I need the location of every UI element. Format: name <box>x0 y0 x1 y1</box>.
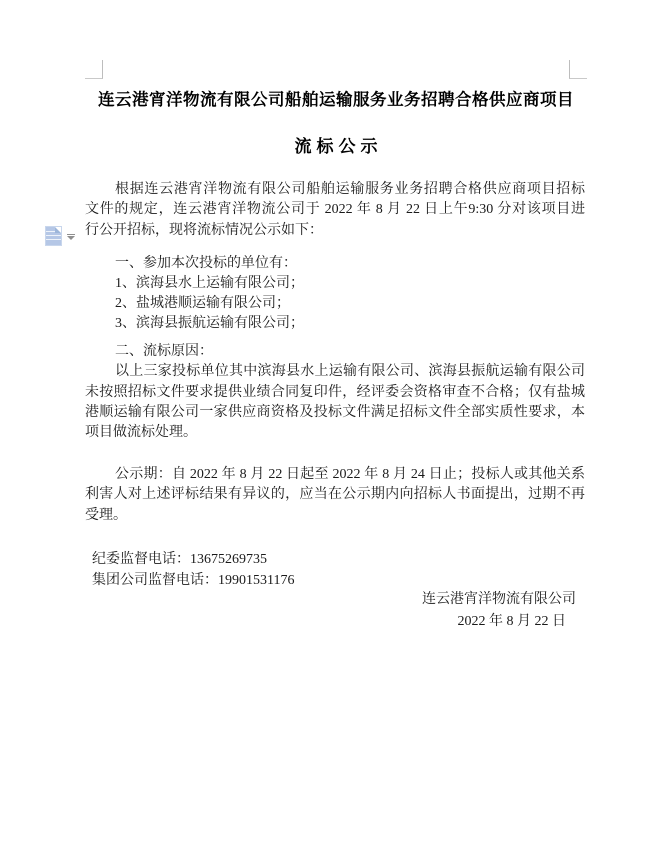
signature-date: 2022 年 8 月 22 日 <box>457 614 566 629</box>
signature-company: 连云港宵洋物流有限公司 <box>422 592 576 607</box>
paragraph-line: 未按照招标文件要求提供业绩合同复印件，经评委会资格审查不合格；仅有盐城 <box>85 384 585 400</box>
discipline-phone-line: 纪委监督电话：13675269735 <box>92 552 267 567</box>
list-item: 1、滨海县水上运输有限公司； <box>115 276 304 291</box>
text-boundary-mark-top-right <box>569 60 587 79</box>
section-heading: 一、参加本次投标的单位有： <box>115 256 297 271</box>
paragraph-line: 行公开招标，现将流标情况公示如下： <box>85 222 323 238</box>
paragraph-line: 以上三家投标单位其中滨海县水上运输有限公司、滨海县振航运输有限公司 <box>115 364 585 380</box>
paragraph-line: 利害人对上述评标结果有异议的，应当在公示期内向招标人书面提出，过期不再 <box>85 487 585 503</box>
document-title: 连云港宵洋物流有限公司船舶运输服务业务招聘合格供应商项目 <box>98 90 574 109</box>
paragraph-line: 文件的规定，连云港宵洋物流公司于 2022 年 8 月 22 日上午9:30 分对该项目进 <box>85 202 585 218</box>
folded-corner-icon <box>55 227 61 233</box>
paragraph-line: 项目做流标处理。 <box>85 425 197 441</box>
paragraph-line: 公示期：自 2022 年 8 月 22 日起至 2022 年 8 月 24 日止；投标人或其他关系 <box>115 467 585 482</box>
paragraph-line: 受理。 <box>85 507 127 523</box>
signature-block <box>85 589 576 633</box>
list-item: 2、盐城港顺运输有限公司； <box>115 296 290 311</box>
intro-paragraph <box>85 180 585 241</box>
paste-options-button[interactable] <box>44 225 78 249</box>
publicity-period-paragraph <box>85 465 585 526</box>
paste-options-icon <box>46 227 61 245</box>
document-subtitle: 流标公示 <box>294 137 383 156</box>
dropdown-arrow-bar <box>67 234 75 235</box>
text-boundary-mark-top-left <box>85 60 103 79</box>
section-heading: 二、流标原因： <box>115 344 213 359</box>
chevron-down-icon[interactable] <box>67 236 75 240</box>
supervision-contacts <box>85 550 585 592</box>
failure-reason-section <box>85 342 585 443</box>
paragraph-line: 根据连云港宵洋物流有限公司船舶运输服务业务招聘合格供应商项目招标 <box>115 182 585 197</box>
list-item: 3、滨海县振航运输有限公司； <box>115 316 304 331</box>
paragraph-line: 港顺运输有限公司一家供应商资格及投标文件满足招标文件全部实质性要求，本 <box>85 404 585 420</box>
group-phone-line: 集团公司监督电话：19901531176 <box>92 572 295 588</box>
bidders-section <box>85 254 585 334</box>
